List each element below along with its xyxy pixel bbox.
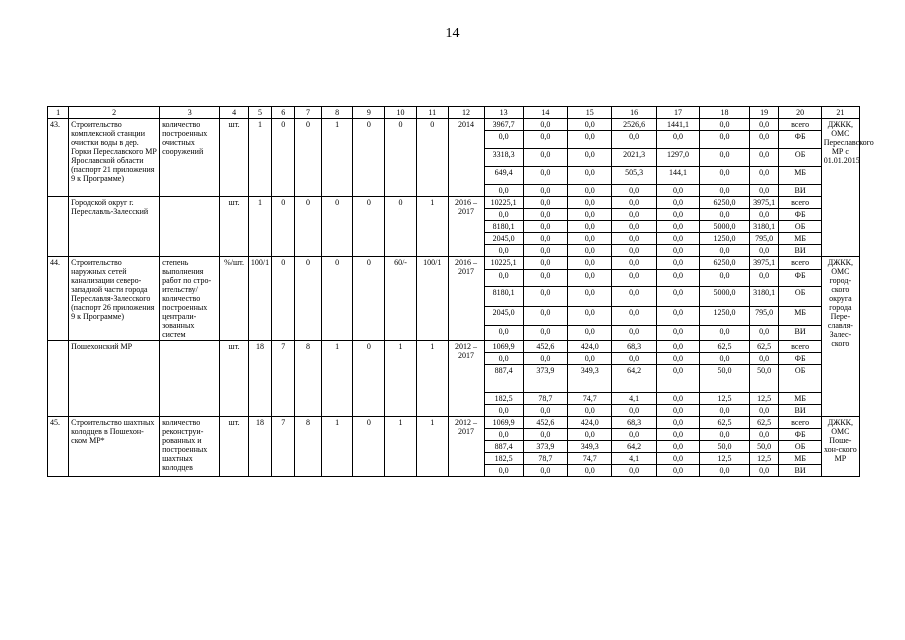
finance-value-cell: 62,5 — [749, 417, 779, 429]
finance-value-cell: 0,0 — [523, 287, 567, 306]
finance-value-cell: 0,0 — [656, 353, 699, 365]
finance-value-cell: 3967,7 — [484, 119, 523, 131]
column-number-cell: 15 — [568, 107, 612, 119]
finance-source-cell: МБ — [779, 453, 821, 465]
column-number-cell: 2 — [69, 107, 160, 119]
finance-value-cell: 8180,1 — [484, 221, 523, 233]
finance-value-cell: 50,0 — [700, 441, 750, 453]
finance-value-cell: 1297,0 — [656, 149, 699, 167]
finance-source-cell: ОБ — [779, 441, 821, 453]
finance-value-cell: 0,0 — [656, 441, 699, 453]
finance-source-cell: ФБ — [779, 269, 821, 286]
finance-value-cell: 0,0 — [656, 197, 699, 209]
column-number-cell: 21 — [821, 107, 859, 119]
finance-value-cell: 6250,0 — [700, 197, 750, 209]
responsible-cell: ДЖКК, ОМС Поше-хон-ского МР — [821, 417, 859, 477]
finance-source-cell: всего — [779, 257, 821, 270]
finance-value-cell: 0,0 — [700, 185, 750, 197]
target-value-cell: 1 — [385, 417, 417, 477]
finance-value-cell: 1250,0 — [700, 306, 750, 325]
indicator-cell: количество реконструи-рованных и построенных шахтных колодцев — [160, 417, 220, 477]
finance-value-cell: 0,0 — [700, 119, 750, 131]
finance-value-cell: 10225,1 — [484, 257, 523, 270]
table-row — [48, 257, 860, 270]
finance-value-cell: 0,0 — [484, 131, 523, 149]
table-row — [48, 119, 860, 131]
period-cell: 2012 – 2017 — [448, 341, 484, 417]
target-value-cell: 1 — [416, 197, 448, 257]
finance-value-cell: 0,0 — [656, 131, 699, 149]
finance-value-cell: 0,0 — [568, 221, 612, 233]
finance-value-cell: 0,0 — [749, 269, 779, 286]
finance-value-cell: 0,0 — [656, 325, 699, 340]
finance-value-cell: 0,0 — [568, 209, 612, 221]
finance-value-cell: 4,1 — [612, 393, 656, 405]
finance-source-cell: всего — [779, 119, 821, 131]
target-value-cell: 60/- — [385, 257, 417, 341]
finance-value-cell: 1069,9 — [484, 341, 523, 353]
finance-value-cell: 0,0 — [612, 287, 656, 306]
row-number-cell: 44. — [48, 257, 69, 341]
target-value-cell: 8 — [295, 417, 321, 477]
target-value-cell: 0 — [321, 197, 353, 257]
finance-value-cell: 0,0 — [612, 405, 656, 417]
target-value-cell: 0 — [416, 119, 448, 197]
finance-value-cell: 0,0 — [484, 405, 523, 417]
finance-value-cell: 6250,0 — [700, 257, 750, 270]
finance-value-cell: 505,3 — [612, 167, 656, 185]
target-value-cell: 0 — [272, 257, 295, 341]
target-value-cell: 0 — [295, 197, 321, 257]
finance-value-cell: 0,0 — [749, 429, 779, 441]
finance-value-cell: 0,0 — [523, 325, 567, 340]
target-value-cell: 8 — [295, 341, 321, 417]
finance-value-cell: 424,0 — [568, 341, 612, 353]
finance-value-cell: 0,0 — [700, 325, 750, 340]
finance-value-cell: 0,0 — [656, 341, 699, 353]
finance-value-cell: 0,0 — [612, 245, 656, 257]
row-number-cell — [48, 341, 69, 417]
target-value-cell: 1 — [416, 341, 448, 417]
finance-value-cell: 452,6 — [523, 341, 567, 353]
finance-value-cell: 349,3 — [568, 441, 612, 453]
finance-value-cell: 0,0 — [568, 353, 612, 365]
finance-value-cell: 0,0 — [484, 465, 523, 477]
finance-value-cell: 0,0 — [749, 131, 779, 149]
responsible-cell: ДЖКК, ОМС город-ского округа города Пере-славля-Залес-ского — [821, 257, 859, 417]
finance-value-cell: 0,0 — [656, 233, 699, 245]
finance-value-cell: 50,0 — [749, 441, 779, 453]
finance-value-cell: 0,0 — [700, 131, 750, 149]
finance-value-cell: 62,5 — [749, 341, 779, 353]
finance-value-cell: 74,7 — [568, 393, 612, 405]
finance-value-cell: 0,0 — [523, 269, 567, 286]
finance-source-cell: всего — [779, 341, 821, 353]
event-name-cell: Пошехонский МР — [69, 341, 160, 417]
finance-value-cell: 0,0 — [568, 287, 612, 306]
column-number-cell: 18 — [700, 107, 750, 119]
finance-value-cell: 0,0 — [523, 465, 567, 477]
finance-value-cell: 0,0 — [656, 221, 699, 233]
finance-value-cell: 10225,1 — [484, 197, 523, 209]
finance-value-cell: 0,0 — [700, 429, 750, 441]
finance-value-cell: 0,0 — [656, 417, 699, 429]
program-table — [47, 106, 874, 477]
finance-value-cell: 2021,3 — [612, 149, 656, 167]
finance-value-cell: 0,0 — [568, 465, 612, 477]
finance-value-cell: 12,5 — [700, 393, 750, 405]
finance-value-cell: 0,0 — [523, 149, 567, 167]
table-row — [48, 341, 860, 353]
finance-value-cell: 0,0 — [656, 257, 699, 270]
finance-source-cell: ВИ — [779, 185, 821, 197]
finance-source-cell: ВИ — [779, 405, 821, 417]
finance-value-cell: 0,0 — [568, 233, 612, 245]
indicator-cell: степень выполнения работ по стро-ительству/ количество построенных централи-зованных систем — [160, 257, 220, 341]
column-number-cell: 16 — [612, 107, 656, 119]
finance-value-cell: 0,0 — [568, 167, 612, 185]
finance-value-cell: 887,4 — [484, 441, 523, 453]
column-number-cell: 13 — [484, 107, 523, 119]
finance-source-cell: всего — [779, 197, 821, 209]
finance-value-cell: 0,0 — [568, 325, 612, 340]
finance-value-cell: 0,0 — [749, 209, 779, 221]
target-value-cell: 0 — [272, 197, 295, 257]
finance-value-cell: 62,5 — [700, 417, 750, 429]
finance-value-cell: 2526,6 — [612, 119, 656, 131]
finance-value-cell: 0,0 — [656, 209, 699, 221]
finance-value-cell: 0,0 — [568, 269, 612, 286]
finance-value-cell: 182,5 — [484, 393, 523, 405]
finance-value-cell: 0,0 — [612, 197, 656, 209]
row-number-cell: 45. — [48, 417, 69, 477]
finance-source-cell: ВИ — [779, 245, 821, 257]
target-value-cell: 1 — [321, 119, 353, 197]
finance-value-cell: 0,0 — [612, 269, 656, 286]
finance-value-cell: 4,1 — [612, 453, 656, 465]
finance-value-cell: 2045,0 — [484, 233, 523, 245]
column-number-cell: 10 — [385, 107, 417, 119]
finance-value-cell: 0,0 — [523, 405, 567, 417]
finance-value-cell: 0,0 — [612, 429, 656, 441]
target-value-cell: 0 — [295, 257, 321, 341]
target-value-cell: 7 — [272, 417, 295, 477]
finance-value-cell: 0,0 — [656, 429, 699, 441]
finance-value-cell: 0,0 — [749, 185, 779, 197]
target-value-cell: 0 — [353, 417, 385, 477]
finance-value-cell: 0,0 — [523, 197, 567, 209]
finance-value-cell: 0,0 — [656, 453, 699, 465]
finance-value-cell: 373,9 — [523, 365, 567, 393]
row-number-cell: 43. — [48, 119, 69, 197]
column-number-cell: 14 — [523, 107, 567, 119]
finance-value-cell: 0,0 — [612, 325, 656, 340]
indicator-cell — [160, 197, 220, 257]
target-value-cell: 100/1 — [248, 257, 271, 341]
finance-value-cell: 0,0 — [568, 119, 612, 131]
finance-value-cell: 0,0 — [484, 269, 523, 286]
unit-cell: шт. — [220, 119, 249, 197]
target-value-cell: 0 — [295, 119, 321, 197]
event-name-cell: Городской округ г. Переславль-Залесский — [69, 197, 160, 257]
finance-value-cell: 182,5 — [484, 453, 523, 465]
finance-value-cell: 0,0 — [700, 149, 750, 167]
period-cell: 2016 – 2017 — [448, 197, 484, 257]
target-value-cell: 1 — [321, 417, 353, 477]
target-value-cell: 0 — [353, 341, 385, 417]
finance-value-cell: 3180,1 — [749, 287, 779, 306]
finance-value-cell: 0,0 — [656, 405, 699, 417]
finance-source-cell: ФБ — [779, 353, 821, 365]
target-value-cell: 0 — [353, 257, 385, 341]
finance-value-cell: 78,7 — [523, 393, 567, 405]
column-number-cell: 6 — [272, 107, 295, 119]
finance-value-cell: 12,5 — [749, 453, 779, 465]
finance-value-cell: 0,0 — [568, 257, 612, 270]
finance-value-cell: 0,0 — [700, 167, 750, 185]
event-name-cell: Строительство шахтных колодцев в Пошехон-ском МР* — [69, 417, 160, 477]
table-row — [48, 417, 860, 429]
finance-value-cell: 0,0 — [568, 185, 612, 197]
finance-value-cell: 0,0 — [484, 353, 523, 365]
finance-value-cell: 373,9 — [523, 441, 567, 453]
finance-value-cell: 1441,1 — [656, 119, 699, 131]
finance-value-cell: 0,0 — [656, 465, 699, 477]
finance-value-cell: 3180,1 — [749, 221, 779, 233]
finance-value-cell: 3975,1 — [749, 197, 779, 209]
finance-value-cell: 0,0 — [656, 393, 699, 405]
row-number-cell — [48, 197, 69, 257]
finance-source-cell: ОБ — [779, 221, 821, 233]
finance-value-cell: 0,0 — [749, 405, 779, 417]
finance-value-cell: 0,0 — [749, 149, 779, 167]
finance-value-cell: 64,2 — [612, 365, 656, 393]
finance-value-cell: 64,2 — [612, 441, 656, 453]
target-value-cell: 1 — [416, 417, 448, 477]
finance-value-cell: 0,0 — [612, 353, 656, 365]
finance-value-cell: 0,0 — [568, 245, 612, 257]
finance-source-cell: всего — [779, 417, 821, 429]
finance-value-cell: 0,0 — [656, 245, 699, 257]
finance-value-cell: 0,0 — [523, 221, 567, 233]
finance-value-cell: 0,0 — [612, 306, 656, 325]
finance-value-cell: 0,0 — [749, 325, 779, 340]
finance-value-cell: 349,3 — [568, 365, 612, 393]
period-cell: 2016 – 2017 — [448, 257, 484, 341]
finance-value-cell: 0,0 — [523, 209, 567, 221]
finance-value-cell: 0,0 — [523, 306, 567, 325]
event-name-cell: Строительство наружных сетей канализации северо-западной части города Переславля-Залесского (паспорт 26 приложения 9 к Программе) — [69, 257, 160, 341]
target-value-cell: 18 — [248, 341, 271, 417]
finance-value-cell: 0,0 — [568, 429, 612, 441]
finance-value-cell: 0,0 — [656, 287, 699, 306]
finance-source-cell: ФБ — [779, 209, 821, 221]
finance-value-cell: 0,0 — [568, 131, 612, 149]
finance-value-cell: 1250,0 — [700, 233, 750, 245]
finance-value-cell: 50,0 — [749, 365, 779, 393]
finance-value-cell: 452,6 — [523, 417, 567, 429]
finance-source-cell: ОБ — [779, 149, 821, 167]
column-number-cell: 17 — [656, 107, 699, 119]
finance-value-cell: 0,0 — [749, 119, 779, 131]
target-value-cell: 1 — [321, 341, 353, 417]
target-value-cell: 1 — [385, 341, 417, 417]
finance-source-cell: ОБ — [779, 287, 821, 306]
finance-value-cell: 887,4 — [484, 365, 523, 393]
finance-value-cell: 3975,1 — [749, 257, 779, 270]
finance-value-cell: 2045,0 — [484, 306, 523, 325]
finance-value-cell: 0,0 — [568, 405, 612, 417]
target-value-cell: 0 — [321, 257, 353, 341]
target-value-cell: 100/1 — [416, 257, 448, 341]
page-number: 14 — [445, 26, 460, 41]
target-value-cell: 0 — [385, 119, 417, 197]
finance-value-cell: 649,4 — [484, 167, 523, 185]
finance-source-cell: МБ — [779, 233, 821, 245]
column-number-cell: 7 — [295, 107, 321, 119]
finance-value-cell: 0,0 — [612, 257, 656, 270]
finance-value-cell: 0,0 — [749, 465, 779, 477]
finance-source-cell: МБ — [779, 306, 821, 325]
unit-cell: %/шт. — [220, 257, 249, 341]
unit-cell: шт. — [220, 197, 249, 257]
finance-value-cell: 0,0 — [484, 209, 523, 221]
finance-value-cell: 50,0 — [700, 365, 750, 393]
finance-value-cell: 0,0 — [523, 167, 567, 185]
finance-source-cell: ВИ — [779, 465, 821, 477]
finance-source-cell: ФБ — [779, 131, 821, 149]
column-number-cell: 20 — [779, 107, 821, 119]
finance-value-cell: 0,0 — [749, 245, 779, 257]
indicator-cell: количество построенных очистных сооружений — [160, 119, 220, 197]
finance-value-cell: 0,0 — [612, 233, 656, 245]
column-number-cell: 19 — [749, 107, 779, 119]
finance-value-cell: 1069,9 — [484, 417, 523, 429]
finance-value-cell: 5000,0 — [700, 287, 750, 306]
finance-value-cell: 78,7 — [523, 453, 567, 465]
finance-source-cell: МБ — [779, 167, 821, 185]
finance-value-cell: 0,0 — [568, 149, 612, 167]
finance-value-cell: 12,5 — [700, 453, 750, 465]
finance-value-cell: 0,0 — [656, 185, 699, 197]
finance-value-cell: 795,0 — [749, 306, 779, 325]
finance-value-cell: 0,0 — [749, 353, 779, 365]
finance-value-cell: 0,0 — [612, 465, 656, 477]
target-value-cell: 18 — [248, 417, 271, 477]
finance-value-cell: 0,0 — [700, 269, 750, 286]
column-number-cell: 1 — [48, 107, 69, 119]
finance-value-cell: 0,0 — [612, 185, 656, 197]
finance-value-cell: 0,0 — [484, 245, 523, 257]
finance-value-cell: 0,0 — [523, 353, 567, 365]
header-row — [48, 107, 860, 119]
column-number-cell: 9 — [353, 107, 385, 119]
finance-value-cell: 0,0 — [700, 245, 750, 257]
responsible-cell: ДЖКК, ОМС Переславского МР с 01.01.2015 — [821, 119, 859, 257]
column-number-cell: 4 — [220, 107, 249, 119]
target-value-cell: 0 — [272, 119, 295, 197]
finance-value-cell: 424,0 — [568, 417, 612, 429]
period-cell: 2012 – 2017 — [448, 417, 484, 477]
target-value-cell: 1 — [248, 197, 271, 257]
finance-value-cell: 0,0 — [523, 119, 567, 131]
indicator-cell — [160, 341, 220, 417]
finance-value-cell: 0,0 — [700, 405, 750, 417]
column-number-cell: 12 — [448, 107, 484, 119]
finance-value-cell: 0,0 — [656, 365, 699, 393]
target-value-cell: 1 — [248, 119, 271, 197]
column-number-cell: 8 — [321, 107, 353, 119]
finance-value-cell: 795,0 — [749, 233, 779, 245]
finance-value-cell: 0,0 — [656, 306, 699, 325]
finance-source-cell: ФБ — [779, 429, 821, 441]
finance-value-cell: 0,0 — [700, 353, 750, 365]
finance-value-cell: 0,0 — [568, 197, 612, 209]
finance-value-cell: 0,0 — [612, 209, 656, 221]
finance-value-cell: 0,0 — [523, 233, 567, 245]
column-number-cell: 5 — [248, 107, 271, 119]
finance-value-cell: 62,5 — [700, 341, 750, 353]
unit-cell: шт. — [220, 417, 249, 477]
finance-value-cell: 0,0 — [749, 167, 779, 185]
finance-value-cell: 12,5 — [749, 393, 779, 405]
finance-value-cell: 8180,1 — [484, 287, 523, 306]
finance-value-cell: 0,0 — [612, 221, 656, 233]
finance-value-cell: 0,0 — [568, 306, 612, 325]
finance-value-cell: 0,0 — [484, 429, 523, 441]
target-value-cell: 0 — [385, 197, 417, 257]
finance-value-cell: 0,0 — [484, 325, 523, 340]
column-number-cell: 11 — [416, 107, 448, 119]
finance-value-cell: 0,0 — [523, 131, 567, 149]
finance-value-cell: 0,0 — [523, 185, 567, 197]
period-cell: 2014 — [448, 119, 484, 197]
finance-value-cell: 74,7 — [568, 453, 612, 465]
finance-value-cell: 0,0 — [656, 269, 699, 286]
event-name-cell: Строительство комплексной станции очистки воды в дер. Горки Переславского МР Ярославской области (паспорт 21 приложения 9 к Программе) — [69, 119, 160, 197]
finance-value-cell: 3318,3 — [484, 149, 523, 167]
finance-value-cell: 0,0 — [523, 257, 567, 270]
finance-value-cell: 68,3 — [612, 417, 656, 429]
finance-source-cell: ОБ — [779, 365, 821, 393]
finance-value-cell: 0,0 — [523, 429, 567, 441]
finance-value-cell: 0,0 — [523, 245, 567, 257]
finance-value-cell: 5000,0 — [700, 221, 750, 233]
finance-value-cell: 0,0 — [700, 465, 750, 477]
target-value-cell: 7 — [272, 341, 295, 417]
target-value-cell: 0 — [353, 119, 385, 197]
finance-value-cell: 0,0 — [484, 185, 523, 197]
finance-value-cell: 0,0 — [612, 131, 656, 149]
column-number-cell: 3 — [160, 107, 220, 119]
finance-value-cell: 144,1 — [656, 167, 699, 185]
finance-value-cell: 68,3 — [612, 341, 656, 353]
target-value-cell: 0 — [353, 197, 385, 257]
unit-cell: шт. — [220, 341, 249, 417]
finance-source-cell: ВИ — [779, 325, 821, 340]
finance-value-cell: 0,0 — [700, 209, 750, 221]
finance-source-cell: МБ — [779, 393, 821, 405]
table-row — [48, 197, 860, 209]
